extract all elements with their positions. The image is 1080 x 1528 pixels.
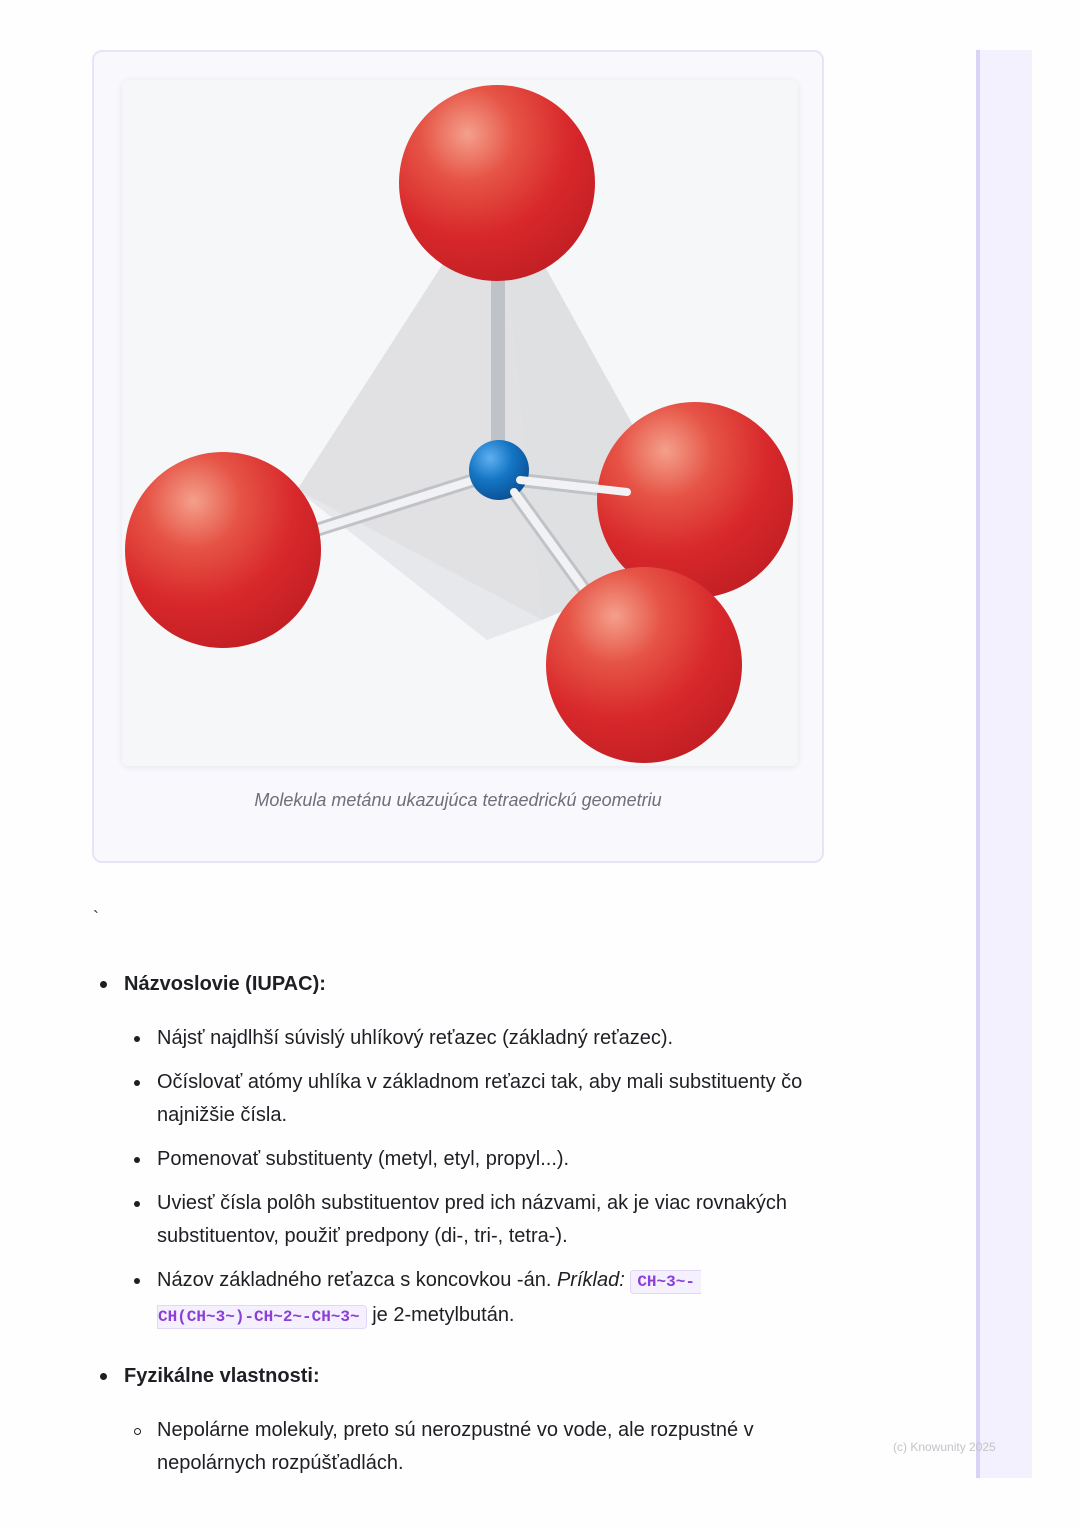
bullet-icon <box>100 981 107 988</box>
hydrogen-atom-front <box>546 567 742 763</box>
bullet-icon <box>134 1278 140 1284</box>
list-item <box>124 1414 822 1480</box>
bullet-icon <box>134 1036 140 1042</box>
list-item-example <box>124 1264 822 1334</box>
bullet-icon <box>134 1080 140 1086</box>
copyright-watermark: (c) Knowunity 2025 <box>893 1440 996 1454</box>
hydrogen-atom-top <box>399 85 595 281</box>
right-sidebar-strip <box>976 50 1032 1478</box>
list-item-text: Uviesť čísla polôh substituentov pred ich názvami, ak je viac rovnakých substituentov, použiť predpony (di-, tri-, tetra-). <box>157 1192 788 1247</box>
list-item-text: Názov základného reťazca s koncovkou -án. <box>157 1269 557 1291</box>
bullet-icon <box>100 1373 107 1380</box>
figure-caption: Molekula metánu ukazujúca tetraedrickú geometriu <box>254 790 662 810</box>
list-item <box>124 1143 822 1176</box>
example-result-text: je 2-metylbután. <box>366 1304 515 1326</box>
code-formula-part1: CH~3~- <box>630 1270 701 1294</box>
section-heading: Fyzikálne vlastnosti: <box>124 1365 320 1387</box>
list-item-text: Nepolárne molekuly, preto sú nerozpustné vo vode, ale rozpustné v nepolárnych rozpúšťadlách. <box>157 1419 754 1474</box>
code-formula-part2: CH(CH~3~)-CH~2~-CH~3~ <box>157 1305 367 1329</box>
list-item-text: Pomenovať substituenty (metyl, etyl, propyl...). <box>157 1148 570 1170</box>
list-item <box>124 1187 822 1253</box>
list-item <box>124 1022 822 1055</box>
methane-molecule-image <box>122 80 798 766</box>
section-heading: Názvoslovie (IUPAC): <box>124 973 326 995</box>
list-item-text: Očíslovať atómy uhlíka v základnom reťazci tak, aby mali substituenty čo najnižšie čísla. <box>157 1071 803 1126</box>
section-physical-properties <box>96 1360 836 1480</box>
content-list <box>96 968 836 1506</box>
stray-backtick: ` <box>93 908 99 928</box>
carbon-atom <box>469 440 529 500</box>
list-item-text: Nájsť najdlhší súvislý uhlíkový reťazec (základný reťazec). <box>157 1027 674 1049</box>
section-nomenclature <box>96 968 836 1334</box>
example-label: Príklad: <box>556 1269 625 1291</box>
figure-card <box>92 50 824 863</box>
list-item <box>124 1066 822 1132</box>
hollow-bullet-icon <box>134 1428 141 1435</box>
bullet-icon <box>134 1157 140 1163</box>
bullet-icon <box>134 1201 140 1207</box>
hydrogen-atom-left <box>125 452 321 648</box>
